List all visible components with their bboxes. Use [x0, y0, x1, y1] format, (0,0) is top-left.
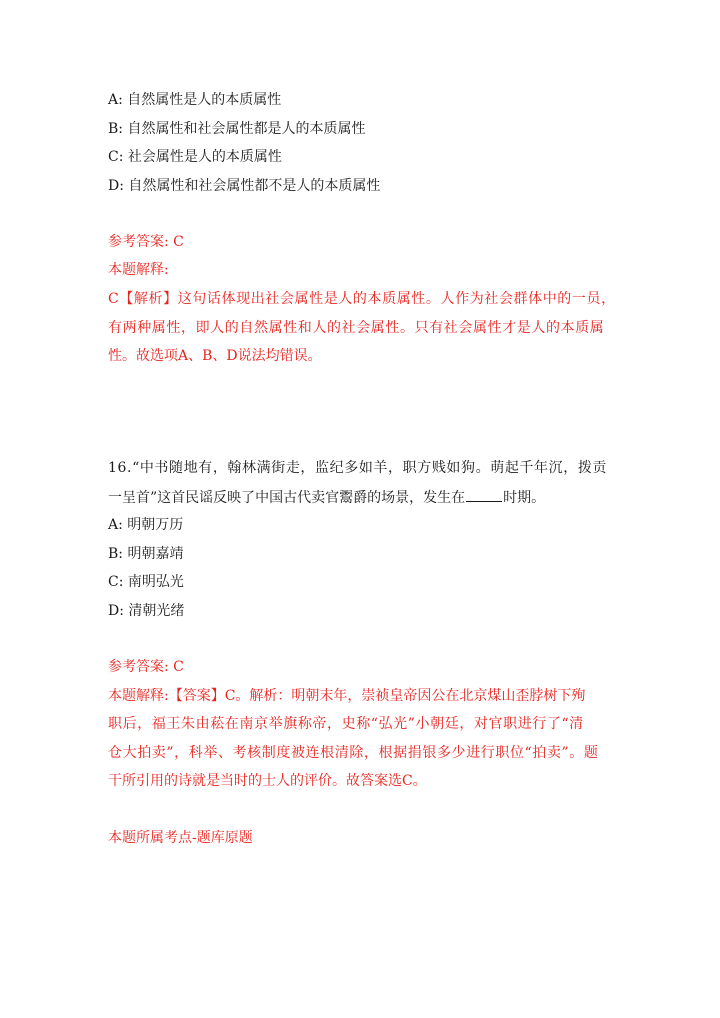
q15-explain-label: 本题解释: — [108, 262, 169, 278]
q15-option-d: D: 自然属性和社会属性都不是人的本质属性 — [108, 178, 381, 194]
q16-option-a: A: 明朝万历 — [108, 517, 184, 533]
topic-note: 本题所属考点-题库原题 — [108, 830, 253, 846]
q15-option-c: C: 社会属性是人的本质属性 — [108, 149, 282, 165]
q15-explain-line-1: C【解析】这句话体现出社会属性是人的本质属性。人作为社会群体中的一员， — [108, 291, 616, 307]
q16-explain-line-1: 本题解释:【答案】C。解析：明朝末年，崇祯皇帝因公在北京煤山歪脖树下殉 — [108, 688, 586, 704]
q16-answer-blank — [466, 487, 502, 502]
q15-option-a: A: 自然属性是人的本质属性 — [108, 92, 282, 108]
q16-stem-line-1: 16.“中书随地有，翰林满街走，监纪多如羊，职方贱如狗。萌起千年沉，拨贡 — [108, 460, 608, 476]
q16-stem-before-blank: 一呈首”这首民谣反映了中国古代卖官鬻爵的场景，发生在 — [108, 490, 466, 506]
q16-option-d: D: 清朝光绪 — [108, 603, 185, 619]
q15-answer: 参考答案: C — [108, 234, 184, 250]
q16-explain-line-4: 干所引用的诗就是当时的士人的评价。故答案选C。 — [108, 773, 427, 789]
q16-explain-line-2: 职后，福王朱由菘在南京举旗称帝，史称“弘光”小朝廷，对官职进行了“清 — [108, 716, 584, 732]
q16-answer: 参考答案: C — [108, 659, 184, 675]
q16-option-b: B: 明朝嘉靖 — [108, 546, 184, 562]
q16-stem-after-blank: 时期。 — [503, 490, 546, 506]
q16-option-c: C: 南明弘光 — [108, 574, 184, 590]
q16-stem-line-2 — [108, 487, 545, 508]
q15-option-b: B: 自然属性和社会属性都是人的本质属性 — [108, 121, 366, 137]
q15-explain-line-2: 有两种属性，即人的自然属性和人的社会属性。只有社会属性才是人的本质属 — [108, 320, 605, 336]
q16-explain-line-3: 仓大拍卖”，科举、考核制度被连根清除，根据捐银多少进行职位“拍卖”。题 — [108, 745, 599, 761]
q15-explain-line-3: 性。故选项A、B、D说法均错误。 — [108, 348, 322, 364]
